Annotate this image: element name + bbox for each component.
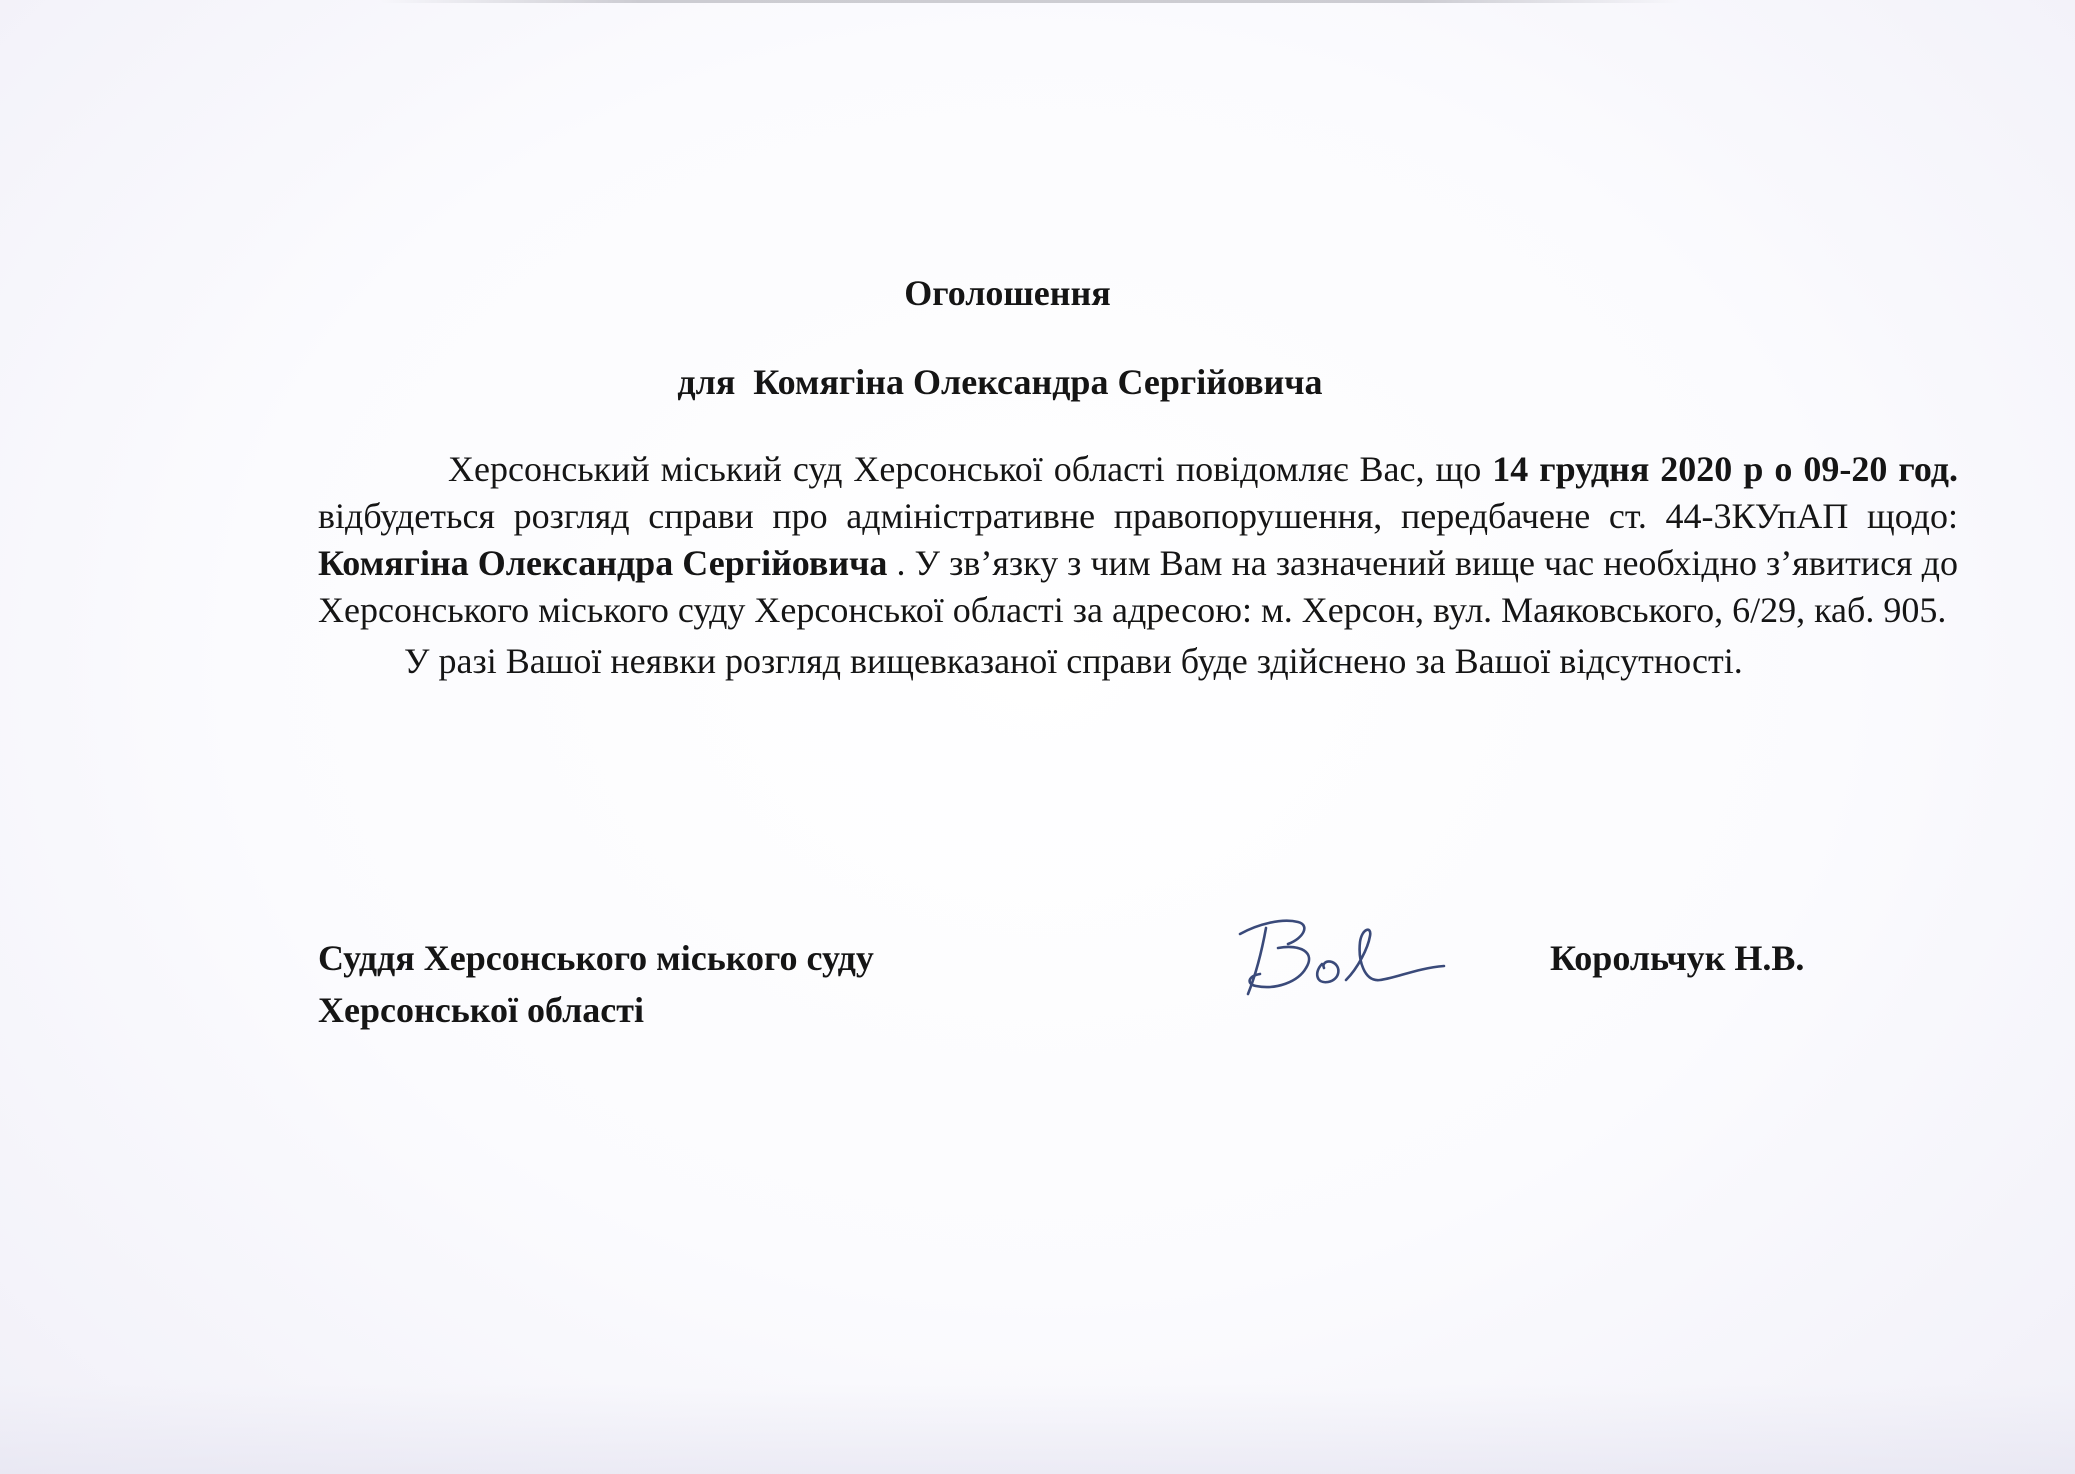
recipient-line: для Комягіна Олександра Сергійовича [677,362,1323,402]
judge-position [318,932,874,1036]
paper-bottom-shade [0,1384,2075,1474]
notice-text-3: . У зв’язку з чим Вам на зазначений вище час необхідно з’явитися до Херсонського міського суду Херсонської області за адресою: м. Херсон, вул. Маяковського, 6/29, каб. 905. [318,543,1958,630]
notice-text-1: Херсонський міський суд Херсонської області повідомляє Вас, що [448,449,1493,489]
judge-position-line1: Суддя Херсонського міського суду [318,938,874,978]
hearing-date-time: 14 грудня 2020 р о 09-20 год. [1492,449,1958,489]
judge-position-line2: Херсонської області [318,990,644,1030]
notice-paragraph [318,446,1958,634]
notice-text-2: відбудеться розгляд справи про адміністративне правопорушення, передбачене ст. 44-3КУпАП щодо: [318,496,1958,536]
person-name: Комягіна Олександра Сергійовича [318,543,888,583]
handwritten-signature [1218,898,1458,1008]
absence-paragraph: У разі Вашої неявки розгляд вищевказаної справи буде здійснено за Вашої відсутності. [404,641,1743,681]
judge-name: Корольчук Н.В. [1550,938,1805,978]
document-body [318,446,1958,685]
paper-top-edge [380,0,1680,3]
document-title: Оголошення [904,273,1111,313]
